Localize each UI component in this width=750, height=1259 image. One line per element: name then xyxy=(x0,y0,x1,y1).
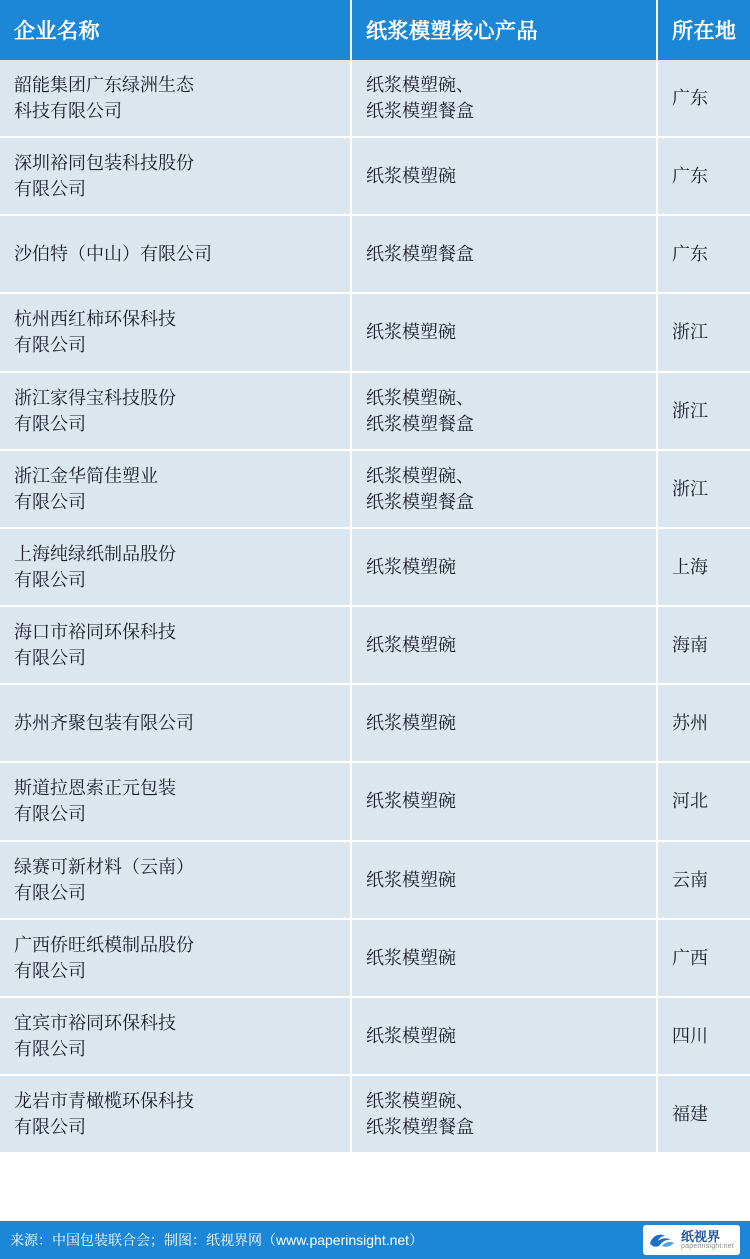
cell-product-line: 纸浆模塑餐盒 xyxy=(366,1117,474,1138)
watermark-text xyxy=(681,1230,734,1251)
table-row xyxy=(0,528,750,606)
cell-region-line: 浙江 xyxy=(672,478,708,499)
watermark-name: 纸视界 xyxy=(680,1228,720,1244)
cell-product-line: 纸浆模塑碗 xyxy=(366,166,456,187)
cell-company-line: 龙岩市青橄榄环保科技 xyxy=(14,1091,194,1112)
cell-company-line: 有限公司 xyxy=(14,413,86,434)
cell-product xyxy=(351,762,657,840)
cell-product-line: 纸浆模塑碗、 xyxy=(366,1091,474,1112)
table-row xyxy=(0,919,750,997)
cell-region xyxy=(657,372,750,450)
cell-product-line: 纸浆模塑餐盒 xyxy=(366,101,474,122)
cell-company-line: 有限公司 xyxy=(14,648,86,669)
table-body xyxy=(0,60,750,1153)
cell-product xyxy=(351,372,657,450)
cell-product-line: 纸浆模塑碗 xyxy=(366,869,456,890)
cell-company-line: 有限公司 xyxy=(14,335,86,356)
cell-region xyxy=(657,293,750,371)
cell-product xyxy=(351,606,657,684)
footer-bar xyxy=(0,1221,750,1259)
cell-region xyxy=(657,606,750,684)
table-row xyxy=(0,293,750,371)
table-row xyxy=(0,60,750,137)
cell-region xyxy=(657,919,750,997)
table-row xyxy=(0,762,750,840)
column-header-company: 企业名称 xyxy=(0,0,351,60)
cell-company-line: 有限公司 xyxy=(14,179,86,200)
cell-company xyxy=(0,606,351,684)
cell-company-line: 斯道拉恩索正元包装 xyxy=(14,778,176,799)
cell-company-line: 上海纯绿纸制品股份 xyxy=(14,543,176,564)
cell-region xyxy=(657,60,750,137)
cell-company-line: 有限公司 xyxy=(14,570,86,591)
cell-region xyxy=(657,684,750,762)
cell-company xyxy=(0,450,351,528)
cell-company-line: 绿赛可新材料（云南） xyxy=(14,856,194,877)
cell-product xyxy=(351,919,657,997)
cell-company xyxy=(0,137,351,215)
table-header-row xyxy=(0,0,750,60)
cell-company-line: 有限公司 xyxy=(14,882,86,903)
cell-region-line: 浙江 xyxy=(672,322,708,343)
cell-company-line: 韶能集团广东绿洲生态 xyxy=(14,75,194,95)
cell-company-line: 有限公司 xyxy=(14,1038,86,1059)
cell-company-line: 有限公司 xyxy=(14,960,86,981)
paperinsight-logo-icon xyxy=(649,1230,675,1250)
cell-region-line: 广西 xyxy=(672,947,708,968)
table-row xyxy=(0,137,750,215)
cell-region xyxy=(657,528,750,606)
cell-company-line: 宜宾市裕同环保科技 xyxy=(14,1012,176,1033)
table-row xyxy=(0,606,750,684)
cell-region xyxy=(657,1075,750,1153)
cell-product-line: 纸浆模塑餐盒 xyxy=(366,244,474,265)
cell-company xyxy=(0,997,351,1075)
cell-company-line: 有限公司 xyxy=(14,1117,86,1138)
cell-company-line: 深圳裕同包装科技股份 xyxy=(14,153,194,174)
cell-company xyxy=(0,684,351,762)
table-row xyxy=(0,215,750,293)
cell-product-line: 纸浆模塑碗 xyxy=(366,635,456,656)
cell-product xyxy=(351,60,657,137)
cell-company-line: 苏州齐聚包装有限公司 xyxy=(14,713,194,734)
cell-company-line: 沙伯特（中山）有限公司 xyxy=(14,244,212,265)
cell-region xyxy=(657,137,750,215)
table-row xyxy=(0,372,750,450)
cell-region-line: 浙江 xyxy=(672,400,708,421)
cell-company xyxy=(0,1075,351,1153)
cell-region-line: 福建 xyxy=(672,1104,708,1125)
cell-region-line: 四川 xyxy=(672,1025,708,1046)
cell-product xyxy=(351,684,657,762)
watermark-url: paperinsight.net xyxy=(680,1243,734,1251)
table-row xyxy=(0,997,750,1075)
cell-company-line: 广西侨旺纸模制品股份 xyxy=(14,934,194,955)
table-row xyxy=(0,450,750,528)
cell-product-line: 纸浆模塑餐盒 xyxy=(366,491,474,512)
source-note: 来源：中国包装联合会；制图：纸视界网（www.paperinsight.net） xyxy=(10,1232,424,1248)
table-row xyxy=(0,684,750,762)
cell-product-line: 纸浆模塑碗、 xyxy=(366,465,474,486)
cell-company-line: 科技有限公司 xyxy=(14,101,122,122)
column-header-region: 所在地 xyxy=(657,0,750,60)
cell-product-line: 纸浆模塑碗、 xyxy=(366,387,474,408)
cell-product xyxy=(351,841,657,919)
cell-company-line: 有限公司 xyxy=(14,491,86,512)
cell-region-line: 云南 xyxy=(672,869,708,890)
cell-company-line: 有限公司 xyxy=(14,804,86,825)
cell-region-line: 广东 xyxy=(672,244,708,265)
cell-region-line: 海南 xyxy=(672,635,708,656)
cell-product-line: 纸浆模塑碗 xyxy=(366,791,456,812)
cell-company xyxy=(0,919,351,997)
cell-product-line: 纸浆模塑餐盒 xyxy=(366,413,474,434)
cell-company xyxy=(0,762,351,840)
cell-region-line: 苏州 xyxy=(672,713,708,734)
cell-product-line: 纸浆模塑碗、 xyxy=(366,75,474,95)
cell-company xyxy=(0,215,351,293)
cell-region xyxy=(657,762,750,840)
cell-product-line: 纸浆模塑碗 xyxy=(366,947,456,968)
watermark xyxy=(643,1225,740,1255)
cell-product xyxy=(351,1075,657,1153)
cell-product xyxy=(351,293,657,371)
cell-product xyxy=(351,997,657,1075)
cell-company-line: 浙江家得宝科技股份 xyxy=(14,387,176,408)
cell-region xyxy=(657,450,750,528)
cell-product xyxy=(351,137,657,215)
cell-region xyxy=(657,215,750,293)
cell-product xyxy=(351,215,657,293)
table-header xyxy=(0,0,750,60)
cell-company xyxy=(0,372,351,450)
cell-company-line: 杭州西红柿环保科技 xyxy=(14,309,176,330)
cell-region xyxy=(657,997,750,1075)
cell-region-line: 上海 xyxy=(672,556,708,577)
table-row xyxy=(0,841,750,919)
cell-product-line: 纸浆模塑碗 xyxy=(366,322,456,343)
cell-company xyxy=(0,841,351,919)
cell-region xyxy=(657,841,750,919)
cell-region-line: 广东 xyxy=(672,166,708,187)
cell-company xyxy=(0,293,351,371)
cell-company xyxy=(0,60,351,137)
cell-product xyxy=(351,450,657,528)
cell-company xyxy=(0,528,351,606)
cell-product xyxy=(351,528,657,606)
column-header-product: 纸浆模塑核心产品 xyxy=(351,0,657,60)
cell-product-line: 纸浆模塑碗 xyxy=(366,556,456,577)
cell-region-line: 广东 xyxy=(672,88,708,109)
cell-product-line: 纸浆模塑碗 xyxy=(366,1025,456,1046)
cell-company-line: 浙江金华简佳塑业 xyxy=(14,465,158,486)
cell-region-line: 河北 xyxy=(672,791,708,812)
cell-product-line: 纸浆模塑碗 xyxy=(366,713,456,734)
table-row xyxy=(0,1075,750,1153)
cell-company-line: 海口市裕同环保科技 xyxy=(14,622,176,643)
